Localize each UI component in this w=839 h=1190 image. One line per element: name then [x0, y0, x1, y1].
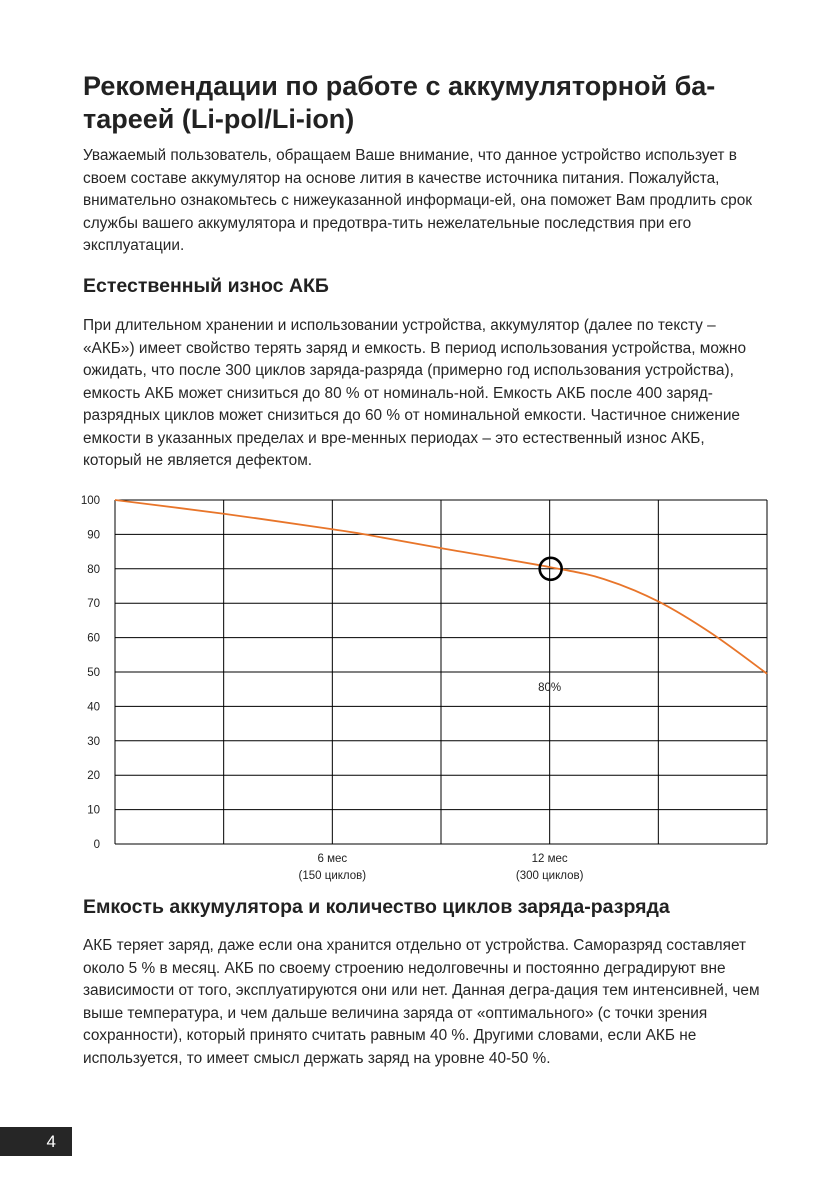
annotation-label: 80%	[538, 681, 562, 694]
y-tick-label: 50	[87, 667, 100, 679]
chart-grid	[115, 500, 767, 844]
y-tick-label: 60	[87, 632, 100, 645]
page-number: 4	[0, 1127, 72, 1156]
capacity-chart	[0, 480, 839, 890]
x-tick-sublabel: (150 циклов)	[298, 870, 367, 882]
capacity-paragraph: АКБ теряет заряд, даже если она хранится отдельно от устройства. Саморазряд составляет около 5 % в месяц. АКБ по своему строению недолговечны и постоянно деградируют вне зависимости от того, эксплуатируются они или нет. Данная дегра-дация тем интенсивней, чем выше температура, и чем дальше величина заряда от «оптимального» (с точки зрения сохранности), который принято считать равным 40 %. Другими словами, если АКБ не используется, то имеет смысл держать заряд на уровне 40-50 %.	[83, 937, 760, 1067]
x-tick-label: 12 мес	[531, 853, 568, 865]
y-tick-label: 10	[87, 804, 100, 817]
x-tick-label: 6 мес	[317, 853, 348, 865]
y-tick-label: 70	[87, 598, 100, 611]
y-tick-label: 30	[87, 735, 100, 748]
y-tick-label: 40	[87, 701, 100, 714]
y-tick-label: 0	[93, 839, 100, 851]
y-tick-label: 20	[87, 770, 100, 783]
x-tick-sublabel: (300 циклов)	[515, 870, 584, 882]
page-title: Рекомендации по работе с аккумуляторной ба- тареей (Li-pol/Li-ion)	[83, 71, 716, 134]
y-tick-label: 100	[80, 495, 100, 507]
section-heading-wear: Естественный износ АКБ	[83, 275, 329, 297]
section-heading-capacity: Емкость аккумулятора и количество циклов заряда-разряда	[83, 896, 670, 918]
intro-paragraph: Уважаемый пользователь, обращаем Ваше внимание, что данное устройство использует в своем составе аккумулятор на основе лития в качестве источника питания. Пожалуйста, внимательно ознакомьтесь с нижеуказанной информаци-ей, она поможет Вам продлить срок службы вашего аккумулятора и предотвра-тить нежелательные последствия при его эксплуатации.	[83, 147, 753, 254]
y-tick-label: 80	[87, 563, 100, 576]
x-axis-ticks	[299, 853, 584, 882]
wear-paragraph: При длительном хранении и использовании устройства, аккумулятор (далее по тексту – «АКБ») имеет свойство терять заряд и емкость. В период использования устройства, можно ожидать, что после 300 циклов заряда-разряда (примерно год использования устройства), емкость АКБ может снизиться до 80 % от номиналь-ной. Емкость АКБ после 400 заряд-разрядных циклов может снизиться до 60 % от номинальной емкости. Частичное снижение емкости в указанных пределах и вре-менных периодах – это естественный износ АКБ, который не является дефектом.	[83, 317, 747, 469]
y-axis-ticks	[81, 495, 100, 851]
y-tick-label: 90	[87, 529, 100, 542]
